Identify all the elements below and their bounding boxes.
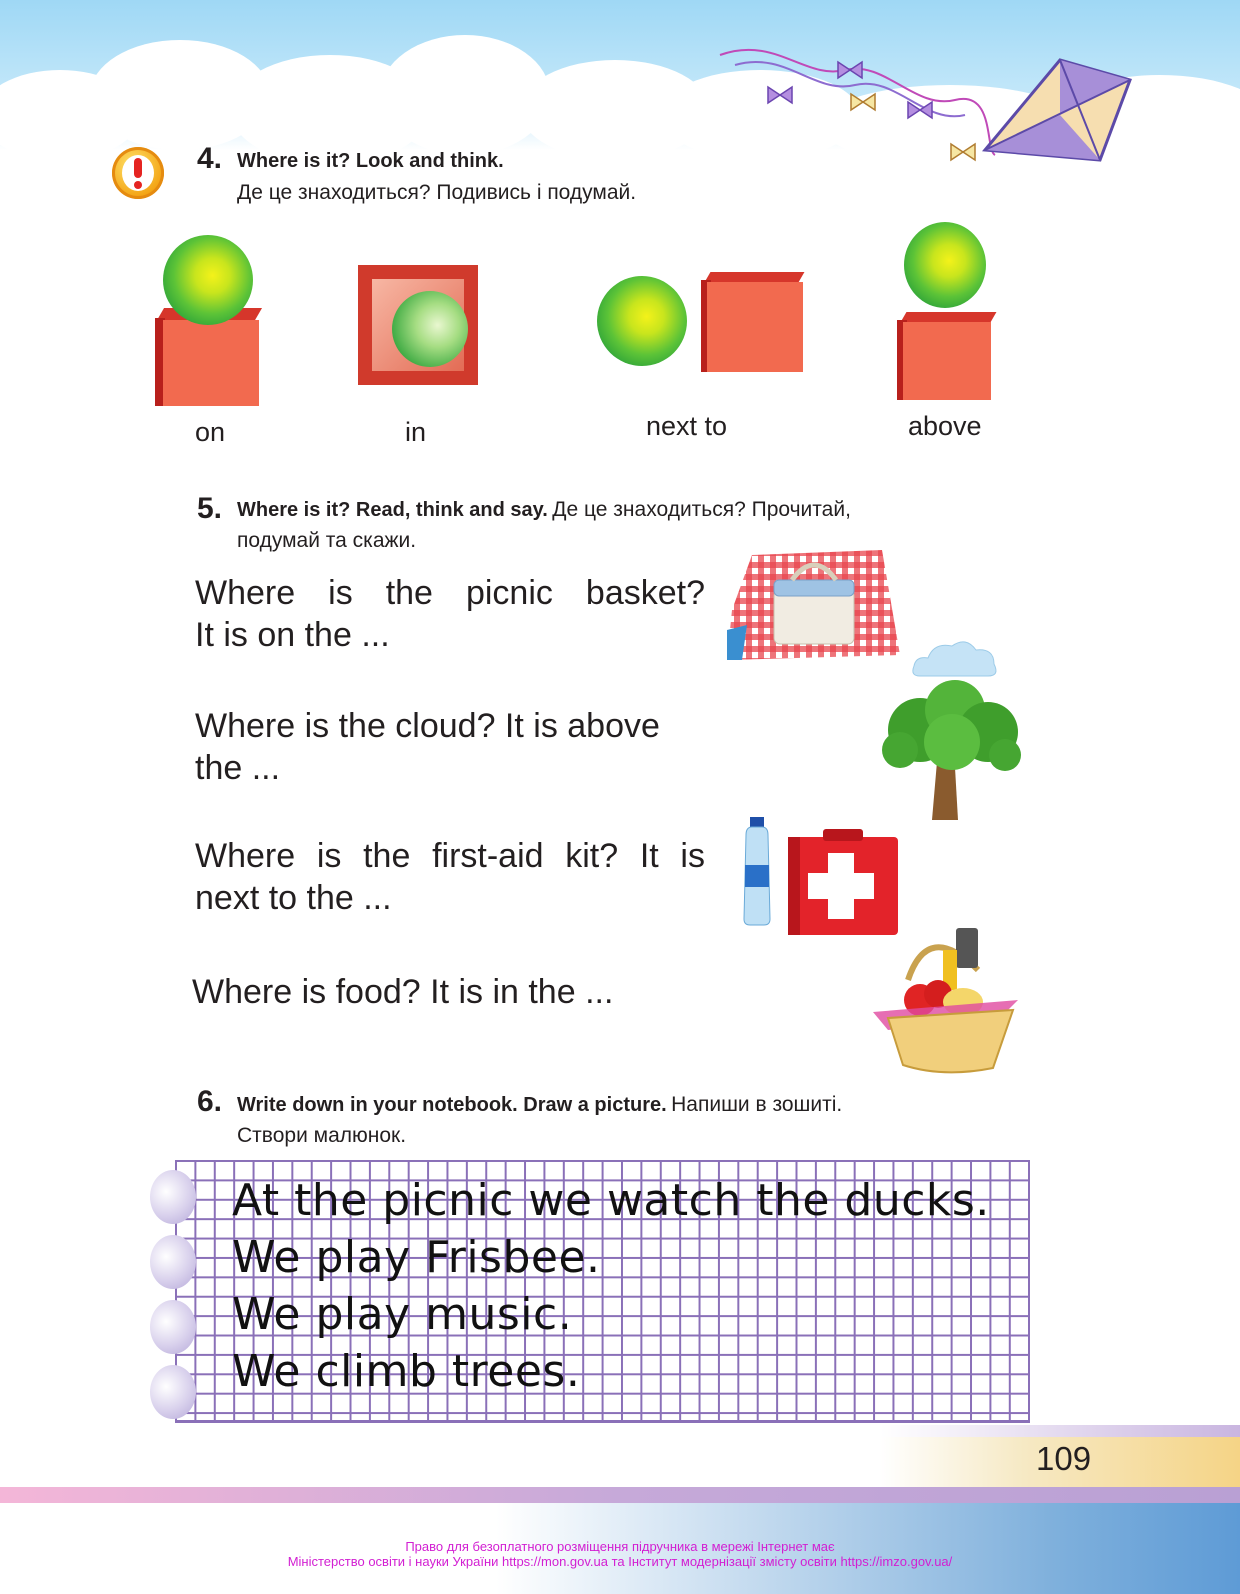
page-number: 109 — [1036, 1440, 1092, 1477]
question-food: Where is food? It is in the ... — [192, 973, 614, 1011]
cloud-image — [910, 634, 1000, 682]
attention-icon — [112, 147, 164, 199]
label-above: above — [908, 411, 982, 441]
exercise-4-subtitle: Де це знаходиться? Подивись і подумай. — [237, 181, 637, 204]
question-picnic-basket: Where is the picnic basket? It is on the ... — [195, 574, 705, 654]
footer-strip — [0, 1487, 1240, 1503]
food-basket-image — [868, 920, 1023, 1075]
rights-line-2: Міністерство освіти і науки України https://mon.gov.ua та Інститут модернізації змісту освіти https://imzo.gov.ua/ — [287, 1554, 953, 1569]
rights-line-1: Право для безоплатного розміщення підручника в мережі Інтернет має — [405, 1539, 835, 1554]
exercise-5-title-line — [237, 498, 851, 522]
illustration-on — [155, 230, 265, 410]
label-on: on — [195, 417, 226, 447]
tree-image — [880, 680, 1025, 825]
illustration-above — [897, 222, 997, 402]
notebook-rings — [150, 1160, 198, 1420]
illustration-next-to — [597, 270, 807, 375]
question-cloud: Where is the cloud? It is above the ... — [195, 707, 660, 787]
exercise-5-title: Where is it? Read, think and say. — [237, 499, 548, 521]
picnic-blanket-basket-image — [722, 550, 902, 662]
notebook-line: We climb trees. — [232, 1346, 581, 1397]
illustration-in — [358, 265, 480, 387]
kite-illustration — [715, 40, 1145, 180]
exercise-4-title: Where is it? Look and think. — [237, 150, 504, 172]
notebook-text — [232, 1172, 990, 1400]
exercise-5-subtitle-line2: подумай та скажи. — [237, 529, 417, 552]
exercise-6-title-line — [237, 1093, 842, 1117]
label-in: in — [405, 417, 427, 447]
notebook-line: We play music. — [232, 1289, 573, 1340]
question-first-aid-kit: Where is the first-aid kit? It is next to the ... — [195, 837, 705, 917]
notebook-line: We play Frisbee. — [232, 1232, 601, 1283]
page-number-band-top — [880, 1425, 1240, 1437]
exercise-5-number: 5. — [197, 492, 223, 525]
exercise-5-subtitle: Де це знаходиться? Прочитай, — [552, 498, 851, 521]
exercise-6-subtitle-line2: Створи малюнок. — [237, 1124, 407, 1147]
notebook-line: At the picnic we watch the ducks. — [232, 1175, 990, 1226]
label-next-to: next to — [646, 411, 728, 441]
exercise-6-title: Write down in your notebook. Draw a picture. — [237, 1094, 667, 1116]
exercise-4-number: 4. — [197, 142, 223, 175]
exercise-6-number: 6. — [197, 1085, 223, 1118]
exercise-6-subtitle: Напиши в зошиті. — [671, 1093, 843, 1116]
